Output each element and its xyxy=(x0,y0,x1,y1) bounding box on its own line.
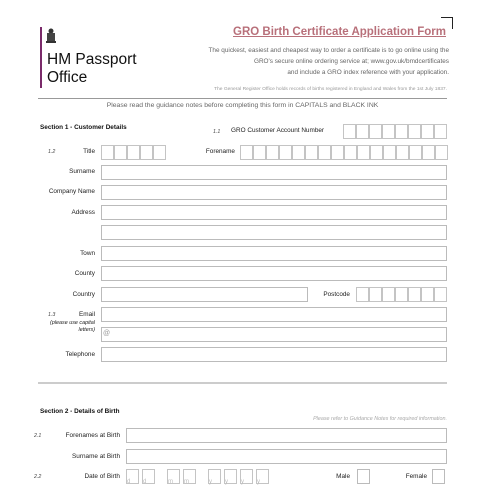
surname-input[interactable] xyxy=(101,165,447,180)
surname-label: Surname xyxy=(69,168,95,175)
town-input[interactable] xyxy=(101,246,447,261)
intro-line-1: The quickest, easiest and cheapest way to order a certificate is to go online using the xyxy=(208,47,449,54)
forename-input[interactable] xyxy=(240,145,448,160)
field-number: 2.1 xyxy=(34,433,42,439)
county-input[interactable] xyxy=(101,266,447,281)
dob-placeholder: d xyxy=(127,479,134,485)
male-checkbox[interactable] xyxy=(357,469,370,484)
account-number-label: GRO Customer Account Number xyxy=(231,127,325,134)
field-number: 1.1 xyxy=(213,129,221,135)
email-input-2[interactable] xyxy=(101,327,447,342)
address-label: Address xyxy=(71,209,95,216)
address-line-2-input[interactable] xyxy=(101,225,447,240)
female-label: Female xyxy=(405,473,427,480)
town-label: Town xyxy=(80,250,95,257)
field-number: 1.2 xyxy=(48,149,56,155)
address-line-1-input[interactable] xyxy=(101,205,447,220)
guidance-hint: Please refer to Guidance Notes for required information. xyxy=(313,416,447,422)
dob-placeholder: m xyxy=(168,479,176,485)
county-label: County xyxy=(74,270,95,277)
form-title: GRO Birth Certificate Application Form xyxy=(233,26,446,38)
divider xyxy=(38,98,447,99)
royal-crest-icon xyxy=(45,27,57,45)
guidance-note: Please read the guidance notes before completing this form in CAPITALS and BLACK INK xyxy=(106,102,379,109)
dob-placeholder: y xyxy=(225,479,231,485)
field-number: 1.3 xyxy=(48,312,56,318)
postcode-input[interactable] xyxy=(356,287,447,302)
telephone-label: Telephone xyxy=(65,351,95,358)
intro-line-2: GRO's secure online ordering service at; www.gov.uk/bmdcertificates xyxy=(253,58,449,65)
surname-at-birth-input[interactable] xyxy=(126,449,447,464)
dob-placeholder: m xyxy=(184,479,192,485)
account-number-input[interactable] xyxy=(343,124,447,139)
telephone-input[interactable] xyxy=(101,347,447,362)
email-input-1[interactable] xyxy=(101,307,447,322)
register-note: The General Register Office holds records of births registered in England and Wales from the 1st July 1837. xyxy=(214,87,447,92)
date-of-birth-label: Date of Birth xyxy=(84,473,120,480)
intro-line-3: and include a GRO index reference with your application. xyxy=(287,69,449,76)
field-number: 2.2 xyxy=(34,474,42,480)
section-divider xyxy=(38,382,447,384)
title-input[interactable] xyxy=(101,145,166,160)
dob-placeholder: y xyxy=(257,479,263,485)
logo-line-1: HM Passport xyxy=(47,51,137,68)
email-at-sign: @ xyxy=(103,330,111,337)
female-checkbox[interactable] xyxy=(432,469,445,484)
postcode-label: Postcode xyxy=(323,291,350,298)
email-note-1: (please use capital xyxy=(50,320,95,326)
forenames-at-birth-label: Forenames at Birth xyxy=(65,432,120,439)
forename-label: Forename xyxy=(205,148,235,155)
section-2-heading: Section 2 - Details of Birth xyxy=(40,408,120,415)
country-input[interactable] xyxy=(101,287,308,302)
forenames-at-birth-input[interactable] xyxy=(126,428,447,443)
section-1-heading: Section 1 - Customer Details xyxy=(40,124,127,131)
email-note-2: letters) xyxy=(78,327,95,333)
country-label: Country xyxy=(72,291,95,298)
company-name-label: Company Name xyxy=(48,188,95,195)
male-label: Male xyxy=(336,473,350,480)
logo-line-2: Office xyxy=(47,69,88,86)
surname-at-birth-label: Surname at Birth xyxy=(72,453,120,460)
title-label: Title xyxy=(83,148,95,155)
dob-placeholder: d xyxy=(143,479,150,485)
dob-placeholder: y xyxy=(241,479,247,485)
date-of-birth-input[interactable] xyxy=(126,469,269,484)
email-label: Email xyxy=(79,311,95,318)
logo-bar xyxy=(40,27,42,88)
company-name-input[interactable] xyxy=(101,185,447,200)
dob-placeholder: y xyxy=(209,479,215,485)
